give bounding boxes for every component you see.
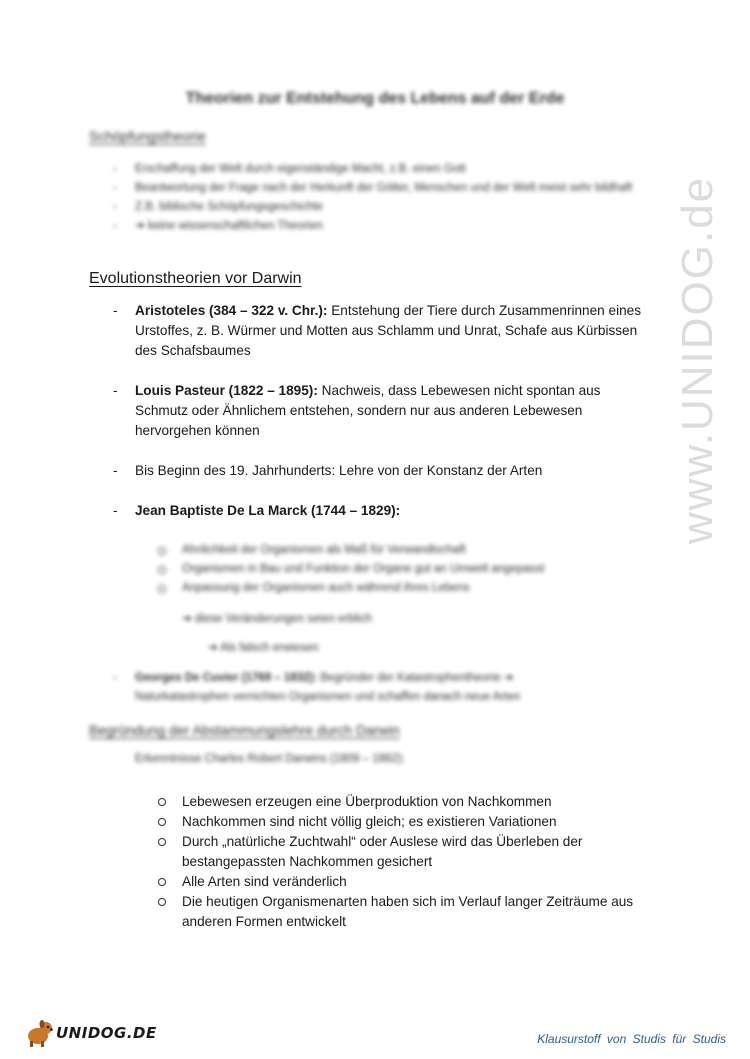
- person-name: Georges De Cuvier (1769 – 1832):: [135, 672, 318, 684]
- person-name: Aristoteles (384 – 322 v. Chr.):: [135, 303, 328, 318]
- list-item: Nachkommen sind nicht völlig gleich; es existieren Variationen: [158, 812, 648, 832]
- item-text: Entstehung der Tiere durch Zusammenrinnen eines Urstoffes, z. B. Würmer und Motten aus Schlamm und Unrat, Schafe aus Kürbissen des Schafsbaumes: [135, 303, 642, 358]
- arrow-note-hereditary: ➔ diese Veränderungen seien erblich: [182, 613, 372, 625]
- list-item: [89, 501, 649, 521]
- person-name: Louis Pasteur (1822 – 1895):: [135, 383, 318, 398]
- section-heading-creation: Schöpfungstheorie: [89, 128, 206, 144]
- darwin-points: [158, 792, 648, 932]
- page-title: Theorien zur Entstehung des Lebens auf der Erde: [185, 90, 565, 107]
- darwin-subheading: Erkenntnisse Charles Robert Darwins (1809 – 1882):: [135, 753, 405, 765]
- item-text: Bis Beginn des 19. Jahrhunderts: Lehre von der Konstanz der Arten: [135, 463, 543, 478]
- person-name: Jean Baptiste De La Marck (1744 – 1829):: [135, 503, 401, 518]
- item-text: Begründer der Katastrophentheorie ➔ Naturkatastrophen vernichten Organismen und schaffen danach neue Arten: [135, 672, 521, 703]
- list-item: - Z.B. biblische Schöpfungsgeschichte: [89, 198, 659, 217]
- list-item: [89, 461, 649, 481]
- list-item: Ähnlichkeit der Organismen als Maß für Verwandtschaft: [158, 541, 638, 560]
- list-item: [89, 301, 649, 361]
- list-item: Durch „natürliche Zuchtwahl“ oder Auslese wird das Überleben der bestangepassten Nachkommen gesichert: [158, 832, 648, 872]
- logo-text: UNIDOG.DE: [56, 1024, 157, 1042]
- list-item: Organismen in Bau und Funktion der Organe gut an Umwelt angepasst: [158, 560, 638, 579]
- list-item: Alle Arten sind veränderlich: [158, 872, 648, 892]
- footer-slogan: Klausurstoff von Studis für Studis: [537, 1032, 726, 1046]
- creation-list: [89, 160, 659, 236]
- list-item: Anpassung der Organismen auch während ihres Lebens: [158, 579, 638, 598]
- list-item: [89, 669, 609, 707]
- list-item: Lebewesen erzeugen eine Überproduktion von Nachkommen: [158, 792, 648, 812]
- list-item: - Erschaffung der Welt durch eigenständige Macht, z.B. einen Gott: [89, 160, 659, 179]
- item-text: Nachweis, dass Lebewesen nicht spontan aus Schmutz oder Ähnlichem entstehen, sondern nur aus anderen Lebewesen hervorgehen können: [135, 383, 601, 438]
- arrow-note-false: ➔ Als falsch erwiesen: [208, 642, 319, 654]
- cuvier-list: [89, 669, 609, 707]
- unidog-logo[interactable]: [24, 1018, 157, 1048]
- list-item: - Beantwortung der Frage nach der Herkunft der Götter, Menschen und der Welt meist sehr bildhaft: [89, 179, 659, 198]
- list-item: [89, 381, 649, 441]
- section-heading-darwin: Begründung der Abstammungslehre durch Darwin: [89, 722, 400, 738]
- lamarck-points: [158, 541, 638, 598]
- watermark: www.UNIDOG.de: [673, 175, 722, 545]
- evolution-list: [89, 301, 649, 541]
- dog-icon: [24, 1018, 58, 1048]
- list-item: - ➔ keine wissenschaftlichen Theorien: [89, 217, 659, 236]
- list-item: Die heutigen Organismenarten haben sich im Verlauf langer Zeiträume aus anderen Formen entwickelt: [158, 892, 648, 932]
- section-heading-evolution: Evolutionstheorien vor Darwin: [89, 270, 302, 287]
